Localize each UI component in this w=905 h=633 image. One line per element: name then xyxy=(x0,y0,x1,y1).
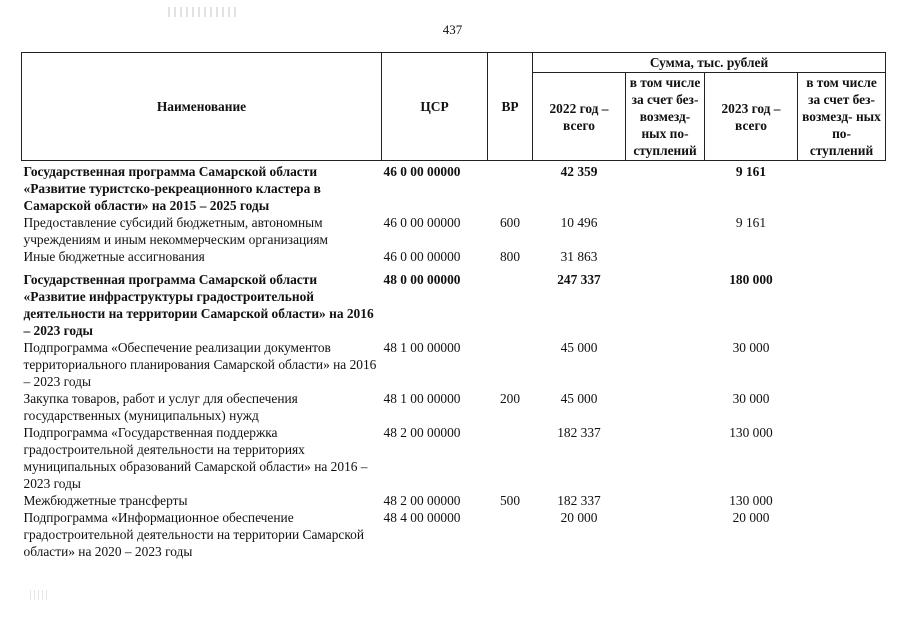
row-2023-grants xyxy=(798,492,886,509)
row-name: Предоставление субсидий бюджетным, автономным учреждениям и иным некоммерческим организациям xyxy=(23,215,328,247)
row-2022: 31 863 xyxy=(560,249,598,264)
row-name: Подпрограмма «Информационное обеспечение градостроительной деятельности на территории Самарской области» на 2020 – 2023 годы xyxy=(23,510,365,559)
row-vr: 600 xyxy=(499,215,521,230)
table-row xyxy=(22,214,886,248)
row-name: Межбюджетные трансферты xyxy=(23,493,188,508)
row-2022-grants xyxy=(626,248,705,265)
row-2023: 130 000 xyxy=(729,425,773,440)
row-2023: 130 000 xyxy=(729,493,773,508)
row-2022-grants xyxy=(626,265,705,339)
row-2022: 45 000 xyxy=(560,340,598,355)
row-2023 xyxy=(705,248,798,265)
row-vr: 500 xyxy=(499,493,521,508)
row-name: Государственная программа Самарской области «Развитие туристско-рекреационного кластера в Самарской области» на 2015 – 2025 годы xyxy=(23,164,321,213)
row-csr: 46 0 00 00000 xyxy=(383,164,461,179)
row-2023-grants xyxy=(798,424,886,492)
header-vr: ВР xyxy=(488,53,533,161)
row-2022-grants xyxy=(626,339,705,390)
row-2023-grants xyxy=(798,390,886,424)
row-vr xyxy=(488,265,533,339)
row-2023-grants xyxy=(798,248,886,265)
row-2023: 9 161 xyxy=(735,215,767,230)
table-row xyxy=(22,509,886,560)
row-csr: 46 0 00 00000 xyxy=(383,249,461,264)
header-2022-total: 2022 год – всего xyxy=(533,73,626,161)
row-2022: 10 496 xyxy=(560,215,598,230)
row-csr: 48 0 00 00000 xyxy=(383,272,461,287)
row-2022-grants xyxy=(626,214,705,248)
header-csr: ЦСР xyxy=(382,53,488,161)
table-row xyxy=(22,265,886,339)
header-2022-grants: в том числе за счет без- возмезд- ных по- ступлений xyxy=(626,73,705,161)
table-row xyxy=(22,492,886,509)
row-csr: 46 0 00 00000 xyxy=(383,215,461,230)
table-row xyxy=(22,161,886,215)
row-2022: 247 337 xyxy=(557,272,601,287)
row-2023: 30 000 xyxy=(732,391,770,406)
table-row xyxy=(22,390,886,424)
row-2023: 180 000 xyxy=(729,272,773,287)
row-csr: 48 4 00 00000 xyxy=(383,510,461,525)
page-number: 437 xyxy=(442,22,463,37)
row-2022: 182 337 xyxy=(557,425,601,440)
row-2022: 20 000 xyxy=(560,510,598,525)
row-2023: 9 161 xyxy=(735,164,767,179)
row-2022: 42 359 xyxy=(560,164,598,179)
row-name: Закупка товаров, работ и услуг для обеспечения государственных (муниципальных) нужд xyxy=(23,391,298,423)
row-2022: 45 000 xyxy=(560,391,598,406)
row-2023-grants xyxy=(798,509,886,560)
header-2023-grants: в том числе за счет без- возмезд- ных по- ступлений xyxy=(798,73,886,161)
row-name: Подпрограмма «Государственная поддержка градостроительной деятельности на территориях муниципальных образований Самарской области» на 2016 – 2023 годы xyxy=(23,425,368,491)
row-2022-grants xyxy=(626,390,705,424)
row-vr xyxy=(488,509,533,560)
table-row xyxy=(22,339,886,390)
row-csr: 48 2 00 00000 xyxy=(383,425,461,440)
budget-table xyxy=(21,52,886,560)
header-sum-group: Сумма, тыс. рублей xyxy=(533,53,886,73)
row-2023-grants xyxy=(798,161,886,215)
row-vr xyxy=(488,339,533,390)
row-vr xyxy=(488,161,533,215)
row-csr: 48 1 00 00000 xyxy=(383,340,461,355)
row-2023: 30 000 xyxy=(732,340,770,355)
header-name: Наименование xyxy=(22,53,382,161)
row-csr: 48 2 00 00000 xyxy=(383,493,461,508)
row-2022-grants xyxy=(626,509,705,560)
row-2022-grants xyxy=(626,161,705,215)
table-row xyxy=(22,424,886,492)
row-2023-grants xyxy=(798,214,886,248)
row-2022: 182 337 xyxy=(557,493,601,508)
scan-artifact xyxy=(168,7,238,17)
row-name: Государственная программа Самарской области «Развитие инфраструктуры градостроительной деятельности на территории Самарской области» на 2016 – 2023 годы xyxy=(23,272,374,338)
table-row xyxy=(22,248,886,265)
row-2023: 20 000 xyxy=(732,510,770,525)
scan-artifact xyxy=(30,590,48,600)
row-vr: 200 xyxy=(499,391,521,406)
row-2023-grants xyxy=(798,265,886,339)
row-name: Иные бюджетные ассигнования xyxy=(23,249,205,264)
row-name: Подпрограмма «Обеспечение реализации документов территориального планирования Самарской области» на 2016 – 2023 годы xyxy=(23,340,377,389)
header-2023-total: 2023 год – всего xyxy=(705,73,798,161)
row-2022-grants xyxy=(626,492,705,509)
row-vr: 800 xyxy=(499,249,521,264)
row-2022-grants xyxy=(626,424,705,492)
row-vr xyxy=(488,424,533,492)
row-2023-grants xyxy=(798,339,886,390)
header-row xyxy=(22,53,886,73)
row-csr: 48 1 00 00000 xyxy=(383,391,461,406)
